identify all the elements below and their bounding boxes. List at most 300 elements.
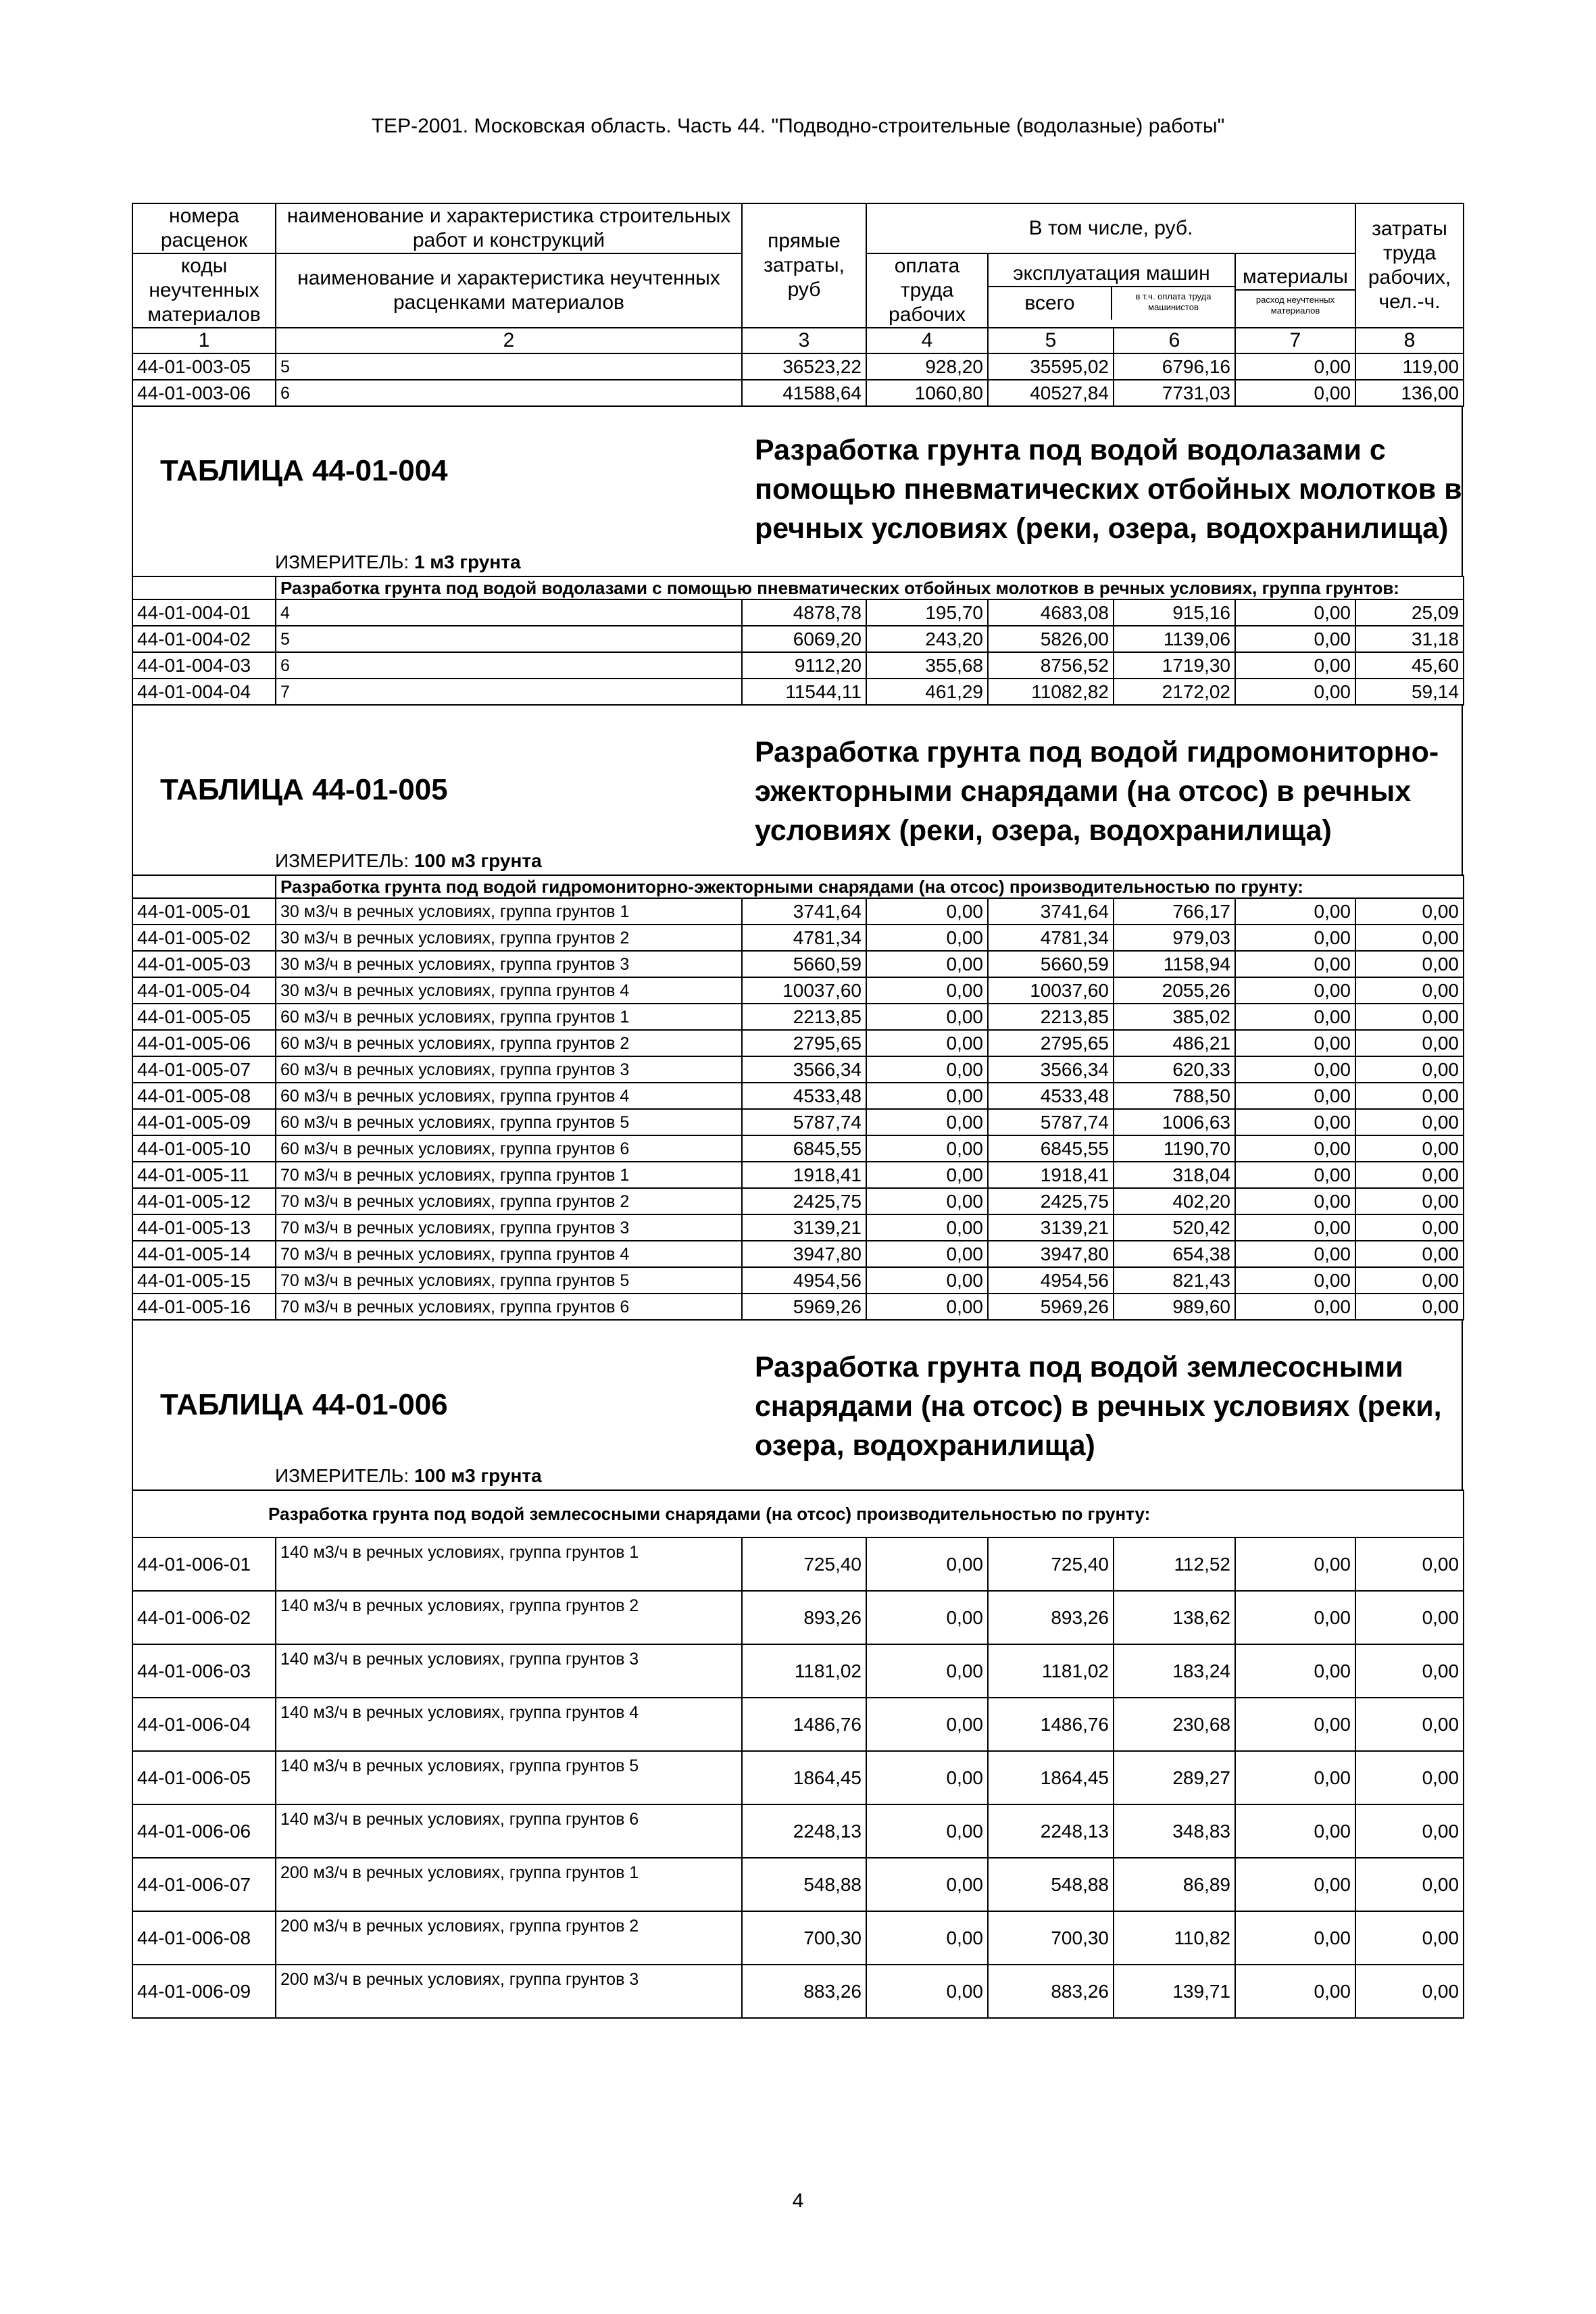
column-number-row	[132, 328, 1464, 353]
cell-mach-wage: 989,60	[1114, 1294, 1235, 1320]
table-title: Разработка грунта под водой гидромониторно-эжекторными снарядами (на отсос) в речных условиях (реки, озера, водохранилища)	[755, 736, 1439, 847]
table-row	[132, 1135, 1464, 1162]
cell-code: 44-01-005-03	[132, 951, 276, 977]
cell-labor: 0,00	[1355, 925, 1464, 951]
cell-mach-wage: 1190,70	[1114, 1135, 1235, 1162]
table-row	[132, 1056, 1464, 1083]
cell-mat: 0,00	[1235, 1965, 1355, 2018]
cell-labor: 25,09	[1355, 599, 1464, 626]
cell-direct: 3947,80	[742, 1241, 866, 1267]
cell-mat: 0,00	[1235, 1751, 1355, 1804]
cell-direct: 2425,75	[742, 1188, 866, 1214]
table-row	[132, 1214, 1464, 1241]
cell-labor: 0,00	[1355, 1591, 1464, 1644]
col-header-material-codes: коды неучтенных материалов	[132, 253, 276, 328]
cell-mach: 3741,64	[988, 898, 1114, 925]
unit-label: ИЗМЕРИТЕЛЬ:	[275, 850, 414, 871]
group-heading: Разработка грунта под водой гидромониторно-эжекторными снарядами (на отсос) производительностью по грунту:	[276, 875, 1464, 898]
cell-code: 44-01-006-02	[132, 1591, 276, 1644]
table-row	[132, 1804, 1464, 1858]
cell-labor: 0,00	[1355, 1537, 1464, 1591]
col-number: 1	[132, 328, 276, 353]
cell-mat: 0,00	[1235, 1698, 1355, 1751]
col-header-labor-costs: затраты труда рабочих, чел.-ч.	[1355, 203, 1464, 328]
cell-mach: 4533,48	[988, 1083, 1114, 1109]
table-44-01-006-heading	[132, 1321, 1463, 1490]
cell-wage: 461,29	[866, 679, 988, 705]
col-header-wages: оплата труда рабочих	[866, 253, 988, 328]
cell-code: 44-01-006-08	[132, 1911, 276, 1965]
cell-mach: 35595,02	[988, 353, 1114, 380]
cell-wage: 0,00	[866, 1644, 988, 1698]
rows-44-01-003	[132, 353, 1464, 406]
cell-mat: 0,00	[1235, 1214, 1355, 1241]
unit-of-measure	[275, 1465, 542, 1487]
cell-mach: 2795,65	[988, 1030, 1114, 1056]
cell-direct: 3741,64	[742, 898, 866, 925]
cell-direct: 893,26	[742, 1591, 866, 1644]
cell-mach: 4781,34	[988, 925, 1114, 951]
cell-labor: 31,18	[1355, 626, 1464, 652]
col-header-direct-costs: прямые затраты, руб	[742, 203, 866, 328]
cell-name: 4	[276, 599, 742, 626]
table-44-01-006	[132, 1490, 1464, 2019]
cell-mat: 0,00	[1235, 925, 1355, 951]
cell-mach-wage: 620,33	[1114, 1056, 1235, 1083]
cell-labor: 0,00	[1355, 1188, 1464, 1214]
col-header-work-name: наименование и характеристика строительных работ и конструкций	[276, 203, 742, 253]
cell-mat: 0,00	[1235, 1858, 1355, 1911]
cell-mach-wage: 1158,94	[1114, 951, 1235, 977]
col-header-machines-group	[988, 253, 1235, 328]
cell-labor: 0,00	[1355, 951, 1464, 977]
col-header-material-name: наименование и характеристика неучтенных расценками материалов	[276, 253, 742, 328]
cell-name: 140 м3/ч в речных условиях, группа грунтов 1	[276, 1537, 742, 1591]
unit-label: ИЗМЕРИТЕЛЬ:	[275, 1465, 414, 1486]
cell-name: 140 м3/ч в речных условиях, группа грунтов 3	[276, 1644, 742, 1698]
cell-wage: 1060,80	[866, 380, 988, 406]
cell-code: 44-01-006-09	[132, 1965, 276, 2018]
cell-name: 70 м3/ч в речных условиях, группа грунтов 2	[276, 1188, 742, 1214]
table-row	[132, 380, 1464, 406]
cell-mat: 0,00	[1235, 1188, 1355, 1214]
cell-mach-wage: 139,71	[1114, 1965, 1235, 2018]
cell-mat: 0,00	[1235, 1591, 1355, 1644]
cell-wage: 0,00	[866, 925, 988, 951]
cell-name: 60 м3/ч в речных условиях, группа грунтов 3	[276, 1056, 742, 1083]
cell-mat: 0,00	[1235, 1004, 1355, 1030]
cell-direct: 2248,13	[742, 1804, 866, 1858]
cell-labor: 0,00	[1355, 1162, 1464, 1188]
cell-labor: 119,00	[1355, 353, 1464, 380]
cell-direct: 883,26	[742, 1965, 866, 2018]
cell-direct: 41588,64	[742, 380, 866, 406]
table-title: Разработка грунта под водой землесосными снарядами (на отсос) в речных условиях (реки, озера, водохранилища)	[755, 1351, 1442, 1462]
cell-name: 140 м3/ч в речных условиях, группа грунтов 5	[276, 1751, 742, 1804]
table-row	[132, 1030, 1464, 1056]
cell-wage: 0,00	[866, 1267, 988, 1294]
cell-code: 44-01-006-07	[132, 1858, 276, 1911]
cell-code: 44-01-005-11	[132, 1162, 276, 1188]
cell-mat: 0,00	[1235, 626, 1355, 652]
cell-labor: 0,00	[1355, 977, 1464, 1004]
table-row	[132, 1698, 1464, 1751]
cell-code: 44-01-005-10	[132, 1135, 276, 1162]
cell-wage: 0,00	[866, 977, 988, 1004]
table-row	[132, 1591, 1464, 1644]
cell-code: 44-01-005-07	[132, 1056, 276, 1083]
cell-direct: 548,88	[742, 1858, 866, 1911]
rows-44-01-006	[132, 1537, 1464, 2018]
cell-code: 44-01-005-05	[132, 1004, 276, 1030]
table-44-01-005	[132, 875, 1464, 1321]
cell-wage: 0,00	[866, 1004, 988, 1030]
rows-44-01-004	[132, 599, 1464, 705]
cell-labor: 0,00	[1355, 1109, 1464, 1135]
table-row	[132, 1162, 1464, 1188]
cell-mach: 1486,76	[988, 1698, 1114, 1751]
cell-mat: 0,00	[1235, 1109, 1355, 1135]
cell-mach: 548,88	[988, 1858, 1114, 1911]
cell-code: 44-01-005-02	[132, 925, 276, 951]
cell-code: 44-01-005-14	[132, 1241, 276, 1267]
cell-direct: 5660,59	[742, 951, 866, 977]
cell-wage: 0,00	[866, 1591, 988, 1644]
cell-direct: 5787,74	[742, 1109, 866, 1135]
cell-code: 44-01-005-15	[132, 1267, 276, 1294]
table-title: Разработка грунта под водой водолазами с помощью пневматических отбойных молотков в речных условиях (реки, озера, водохранилища)	[755, 434, 1462, 545]
cell-code: 44-01-006-03	[132, 1644, 276, 1698]
cell-wage: 0,00	[866, 1109, 988, 1135]
price-table-frame	[132, 203, 1463, 2019]
table-row	[132, 679, 1464, 705]
col-header-machines: эксплуатация машин	[989, 262, 1235, 287]
cell-name: 60 м3/ч в речных условиях, группа грунтов 1	[276, 1004, 742, 1030]
cell-mach-wage: 385,02	[1114, 1004, 1235, 1030]
table-row	[132, 1751, 1464, 1804]
cell-labor: 59,14	[1355, 679, 1464, 705]
cell-code: 44-01-005-13	[132, 1214, 276, 1241]
cell-wage: 355,68	[866, 652, 988, 679]
cell-direct: 6069,20	[742, 626, 866, 652]
cell-mat: 0,00	[1235, 679, 1355, 705]
cell-name: 140 м3/ч в речных условиях, группа грунтов 2	[276, 1591, 742, 1644]
cell-direct: 1486,76	[742, 1698, 866, 1751]
cell-mach: 2213,85	[988, 1004, 1114, 1030]
cell-labor: 0,00	[1355, 1644, 1464, 1698]
cell-name: 70 м3/ч в речных условиях, группа грунтов 6	[276, 1294, 742, 1320]
cell-mach-wage: 402,20	[1114, 1188, 1235, 1214]
cell-code: 44-01-006-06	[132, 1804, 276, 1858]
table-row	[132, 1004, 1464, 1030]
table-number: ТАБЛИЦА 44-01-005	[160, 773, 448, 806]
col-number: 5	[988, 328, 1114, 353]
table-row	[132, 1109, 1464, 1135]
cell-labor: 0,00	[1355, 1965, 1464, 2018]
cell-wage: 0,00	[866, 1804, 988, 1858]
cell-mach-wage: 788,50	[1114, 1083, 1235, 1109]
cell-code: 44-01-005-09	[132, 1109, 276, 1135]
cell-direct: 3139,21	[742, 1214, 866, 1241]
table-row	[132, 1911, 1464, 1965]
table-44-01-005-heading	[132, 706, 1463, 875]
table-row	[132, 1858, 1464, 1911]
cell-wage: 0,00	[866, 951, 988, 977]
cell-mach: 5787,74	[988, 1109, 1114, 1135]
cell-mat: 0,00	[1235, 1030, 1355, 1056]
col-number: 2	[276, 328, 742, 353]
cell-code: 44-01-004-03	[132, 652, 276, 679]
table-row	[132, 977, 1464, 1004]
cell-wage: 0,00	[866, 1162, 988, 1188]
cell-mat: 0,00	[1235, 1911, 1355, 1965]
col-header-including: В том числе, руб.	[866, 203, 1355, 253]
cell-mach-wage: 138,62	[1114, 1591, 1235, 1644]
cell-labor: 0,00	[1355, 1751, 1464, 1804]
cell-name: 70 м3/ч в речных условиях, группа грунтов 3	[276, 1214, 742, 1241]
cell-name: 5	[276, 626, 742, 652]
cell-mach-wage: 1006,63	[1114, 1109, 1235, 1135]
cell-mach: 5969,26	[988, 1294, 1114, 1320]
table-row	[132, 1083, 1464, 1109]
cell-mach: 700,30	[988, 1911, 1114, 1965]
col-number: 7	[1235, 328, 1355, 353]
cell-mat: 0,00	[1235, 353, 1355, 380]
cell-code: 44-01-006-04	[132, 1698, 276, 1751]
cell-code: 44-01-006-05	[132, 1751, 276, 1804]
cell-code: 44-01-005-12	[132, 1188, 276, 1214]
cell-mat: 0,00	[1235, 898, 1355, 925]
cell-name: 30 м3/ч в речных условиях, группа грунтов 3	[276, 951, 742, 977]
cell-code: 44-01-003-05	[132, 353, 276, 380]
cell-labor: 0,00	[1355, 1214, 1464, 1241]
cell-mach-wage: 520,42	[1114, 1214, 1235, 1241]
cell-mat: 0,00	[1235, 1135, 1355, 1162]
cell-mat: 0,00	[1235, 599, 1355, 626]
cell-mach: 1864,45	[988, 1751, 1114, 1804]
cell-name: 5	[276, 353, 742, 380]
col-number: 6	[1114, 328, 1235, 353]
table-row	[132, 898, 1464, 925]
col-number: 4	[866, 328, 988, 353]
cell-mat: 0,00	[1235, 1294, 1355, 1320]
cell-labor: 0,00	[1355, 1267, 1464, 1294]
table-44-01-004-heading	[132, 407, 1463, 576]
unit-value: 100 м3 грунта	[414, 850, 542, 871]
cell-wage: 0,00	[866, 1135, 988, 1162]
page-header: ТЕР-2001. Московская область. Часть 44. "Подводно-строительные (водолазные) работы"	[371, 115, 1225, 137]
cell-code: 44-01-004-02	[132, 626, 276, 652]
group-heading: Разработка грунта под водой землесосными снарядами (на отсос) производительностью по грунту:	[132, 1490, 1464, 1537]
cell-mach-wage: 289,27	[1114, 1751, 1235, 1804]
cell-mach-wage: 348,83	[1114, 1804, 1235, 1858]
cell-mat: 0,00	[1235, 652, 1355, 679]
cell-mach: 4683,08	[988, 599, 1114, 626]
col-number: 3	[742, 328, 866, 353]
cell-code: 44-01-005-06	[132, 1030, 276, 1056]
cell-wage: 0,00	[866, 1294, 988, 1320]
cell-wage: 0,00	[866, 1241, 988, 1267]
cell-wage: 0,00	[866, 1056, 988, 1083]
cell-code: 44-01-005-16	[132, 1294, 276, 1320]
cell-wage: 243,20	[866, 626, 988, 652]
cell-mach: 3566,34	[988, 1056, 1114, 1083]
cell-wage: 928,20	[866, 353, 988, 380]
table-row	[132, 626, 1464, 652]
cell-code: 44-01-004-04	[132, 679, 276, 705]
table-row	[132, 1267, 1464, 1294]
cell-name: 30 м3/ч в речных условиях, группа грунтов 2	[276, 925, 742, 951]
cell-name: 60 м3/ч в речных условиях, группа грунтов 2	[276, 1030, 742, 1056]
cell-name: 60 м3/ч в речных условиях, группа грунтов 5	[276, 1109, 742, 1135]
cell-mach: 2248,13	[988, 1804, 1114, 1858]
cell-mach-wage: 821,43	[1114, 1267, 1235, 1294]
cell-mach-wage: 6796,16	[1114, 353, 1235, 380]
column-header-table	[132, 203, 1464, 407]
cell-wage: 0,00	[866, 898, 988, 925]
cell-mat: 0,00	[1235, 1267, 1355, 1294]
cell-mach: 725,40	[988, 1537, 1114, 1591]
table-row	[132, 1241, 1464, 1267]
group-heading: Разработка грунта под водой водолазами с помощью пневматических отбойных молотков в речных условиях, группа грунтов:	[276, 576, 1464, 599]
cell-mach-wage: 766,17	[1114, 898, 1235, 925]
cell-mach-wage: 230,68	[1114, 1698, 1235, 1751]
cell-name: 70 м3/ч в речных условиях, группа грунтов 4	[276, 1241, 742, 1267]
cell-mat: 0,00	[1235, 1644, 1355, 1698]
cell-direct: 1864,45	[742, 1751, 866, 1804]
cell-labor: 0,00	[1355, 1004, 1464, 1030]
cell-direct: 10037,60	[742, 977, 866, 1004]
cell-name: 7	[276, 679, 742, 705]
cell-labor: 136,00	[1355, 380, 1464, 406]
cell-mach-wage: 110,82	[1114, 1911, 1235, 1965]
col-header-operator-wages: в т.ч. оплата труда машинистов	[1135, 291, 1212, 312]
cell-wage: 0,00	[866, 1537, 988, 1591]
cell-wage: 0,00	[866, 1858, 988, 1911]
cell-labor: 45,60	[1355, 652, 1464, 679]
cell-name: 200 м3/ч в речных условиях, группа грунтов 3	[276, 1965, 742, 2018]
cell-name: 70 м3/ч в речных условиях, группа грунтов 5	[276, 1267, 742, 1294]
table-row	[132, 1294, 1464, 1320]
cell-name: 200 м3/ч в речных условиях, группа грунтов 1	[276, 1858, 742, 1911]
cell-mach: 10037,60	[988, 977, 1114, 1004]
cell-mat: 0,00	[1235, 951, 1355, 977]
cell-mach: 883,26	[988, 1965, 1114, 2018]
cell-name: 140 м3/ч в речных условиях, группа грунтов 4	[276, 1698, 742, 1751]
cell-code: 44-01-005-08	[132, 1083, 276, 1109]
cell-labor: 0,00	[1355, 1056, 1464, 1083]
page-number: 4	[792, 2190, 804, 2212]
cell-mach-wage: 318,04	[1114, 1162, 1235, 1188]
cell-wage: 0,00	[866, 1083, 988, 1109]
cell-direct: 36523,22	[742, 353, 866, 380]
cell-direct: 2795,65	[742, 1030, 866, 1056]
cell-mach: 8756,52	[988, 652, 1114, 679]
cell-wage: 0,00	[866, 1214, 988, 1241]
cell-mat: 0,00	[1235, 1056, 1355, 1083]
cell-mat: 0,00	[1235, 1162, 1355, 1188]
table-row	[132, 1644, 1464, 1698]
cell-mat: 0,00	[1235, 380, 1355, 406]
cell-labor: 0,00	[1355, 1135, 1464, 1162]
cell-labor: 0,00	[1355, 898, 1464, 925]
cell-mach: 4954,56	[988, 1267, 1114, 1294]
cell-mat: 0,00	[1235, 1537, 1355, 1591]
table-row	[132, 1965, 1464, 2018]
cell-mach: 11082,82	[988, 679, 1114, 705]
cell-mat: 0,00	[1235, 1804, 1355, 1858]
cell-mat: 0,00	[1235, 1241, 1355, 1267]
cell-code: 44-01-006-01	[132, 1537, 276, 1591]
cell-direct: 6845,55	[742, 1135, 866, 1162]
unit-of-measure	[275, 551, 521, 573]
cell-mach: 1918,41	[988, 1162, 1114, 1188]
rows-44-01-005	[132, 898, 1464, 1320]
cell-mach-wage: 2172,02	[1114, 679, 1235, 705]
cell-direct: 11544,11	[742, 679, 866, 705]
cell-mach-wage: 979,03	[1114, 925, 1235, 951]
cell-wage: 0,00	[866, 1751, 988, 1804]
col-header-materials-group	[1235, 253, 1355, 328]
cell-labor: 0,00	[1355, 1698, 1464, 1751]
cell-labor: 0,00	[1355, 1030, 1464, 1056]
table-row	[132, 652, 1464, 679]
cell-mach-wage: 1139,06	[1114, 626, 1235, 652]
unit-label: ИЗМЕРИТЕЛЬ:	[275, 551, 414, 572]
cell-direct: 1181,02	[742, 1644, 866, 1698]
cell-name: 60 м3/ч в речных условиях, группа грунтов 4	[276, 1083, 742, 1109]
cell-direct: 2213,85	[742, 1004, 866, 1030]
cell-mach-wage: 915,16	[1114, 599, 1235, 626]
cell-wage: 195,70	[866, 599, 988, 626]
table-row	[132, 1188, 1464, 1214]
cell-name: 60 м3/ч в речных условиях, группа грунтов 6	[276, 1135, 742, 1162]
cell-direct: 4533,48	[742, 1083, 866, 1109]
cell-labor: 0,00	[1355, 1911, 1464, 1965]
cell-mat: 0,00	[1235, 1083, 1355, 1109]
cell-direct: 5969,26	[742, 1294, 866, 1320]
cell-mach: 893,26	[988, 1591, 1114, 1644]
cell-mach-wage: 86,89	[1114, 1858, 1235, 1911]
cell-name: 140 м3/ч в речных условиях, группа грунтов 6	[276, 1804, 742, 1858]
cell-direct: 4954,56	[742, 1267, 866, 1294]
col-header-materials: материалы	[1236, 265, 1355, 291]
table-44-01-004	[132, 576, 1464, 706]
cell-mach: 1181,02	[988, 1644, 1114, 1698]
cell-name: 30 м3/ч в речных условиях, группа грунтов 1	[276, 898, 742, 925]
cell-direct: 1918,41	[742, 1162, 866, 1188]
unit-value: 1 м3 грунта	[414, 551, 521, 572]
cell-mach-wage: 654,38	[1114, 1241, 1235, 1267]
cell-labor: 0,00	[1355, 1804, 1464, 1858]
cell-name: 70 м3/ч в речных условиях, группа грунтов 1	[276, 1162, 742, 1188]
cell-labor: 0,00	[1355, 1241, 1464, 1267]
cell-mach: 5660,59	[988, 951, 1114, 977]
cell-code: 44-01-003-06	[132, 380, 276, 406]
unit-value: 100 м3 грунта	[414, 1465, 542, 1486]
table-number: ТАБЛИЦА 44-01-006	[160, 1388, 448, 1421]
cell-mach-wage: 1719,30	[1114, 652, 1235, 679]
cell-direct: 700,30	[742, 1911, 866, 1965]
table-number: ТАБЛИЦА 44-01-004	[160, 454, 448, 487]
cell-name: 30 м3/ч в речных условиях, группа грунтов 4	[276, 977, 742, 1004]
cell-mach-wage: 7731,03	[1114, 380, 1235, 406]
cell-wage: 0,00	[866, 1030, 988, 1056]
cell-direct: 725,40	[742, 1537, 866, 1591]
cell-wage: 0,00	[866, 1911, 988, 1965]
cell-wage: 0,00	[866, 1188, 988, 1214]
cell-mach: 2425,75	[988, 1188, 1114, 1214]
